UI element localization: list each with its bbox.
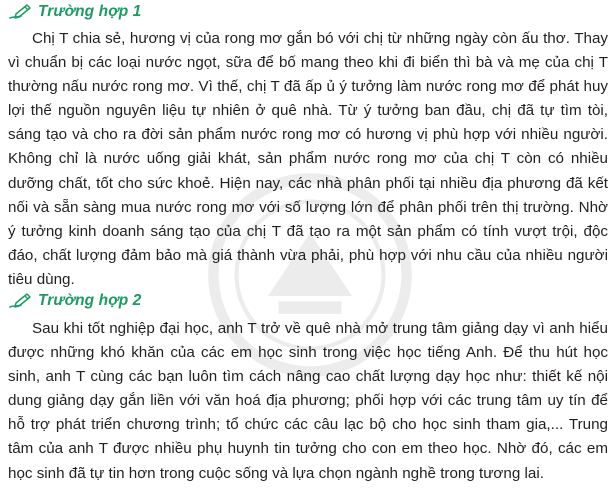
pen-writing-icon xyxy=(8,3,32,21)
case-1-paragraph: Chị T chia sẻ, hương vị của rong mơ gắn bó với chị từ những ngày còn ấu thơ. Thay vì chuẩn bị các loại nước ngọt, sữa để bố mang theo khi đi biển thì bà và mẹ của chị T thường nấu nước rong mơ. Vì thế, chị T đã ấp ủ ý tưởng làm nước rong mơ để phát huy lợi thế nguồn nguyên liệu tự nhiên ở quê nhà. Từ ý tưởng ban đầu, chị đã tự tìm tòi, sáng tạo và cho ra đời sản phẩm nước rong mơ có hương vị phù hợp với nhiều người. Không chỉ là nước uống giải khát, sản phẩm nước rong mơ của chị T còn có nhiều dưỡng chất, tốt cho sức khoẻ. Hiện nay, các nhà phân phối tại nhiều địa phương đã kết nối và sẵn sàng mua nước rong mơ với số lượng lớn để phân phối trên thị trường. Nhờ ý tưởng kinh doanh sáng tạo của chị T đã tạo ra một sản phẩm có tính vượt trội, độc đáo, chất lượng đảm bảo mà giá thành vừa phải, phù hợp với nhu cầu của nhiều người tiêu dùng. xyxy=(8,30,608,288)
case-2-heading xyxy=(8,290,141,312)
case-1-title: Trường hợp 1 xyxy=(38,3,142,20)
case-1-heading xyxy=(8,1,141,23)
case-2-paragraph: Sau khi tốt nghiệp đại học, anh T trở về quê nhà mở trung tâm giảng dạy vì anh hiểu được những khó khăn của các em học sinh trong việc học tiếng Anh. Để thu hút học sinh, anh T cùng các bạn luôn tìm cách nâng cao chất lượng dạy học như: thiết kế nội dung giảng dạy gắn liền với văn hoá địa phương; phối hợp với các trung tâm uy tín để hỗ trợ phát triển chương trình; tổ chức các câu lạc bộ cho học sinh tham gia,... Trung tâm của anh T được nhiều phụ huynh tin tưởng cho con em theo học. Nhờ đó, các em học sinh đã tự tin hơn trong cuộc sống và lựa chọn ngành nghề trong tương lai. xyxy=(8,320,608,482)
pen-writing-icon xyxy=(8,292,32,310)
case-2-title: Trường hợp 2 xyxy=(38,292,142,309)
